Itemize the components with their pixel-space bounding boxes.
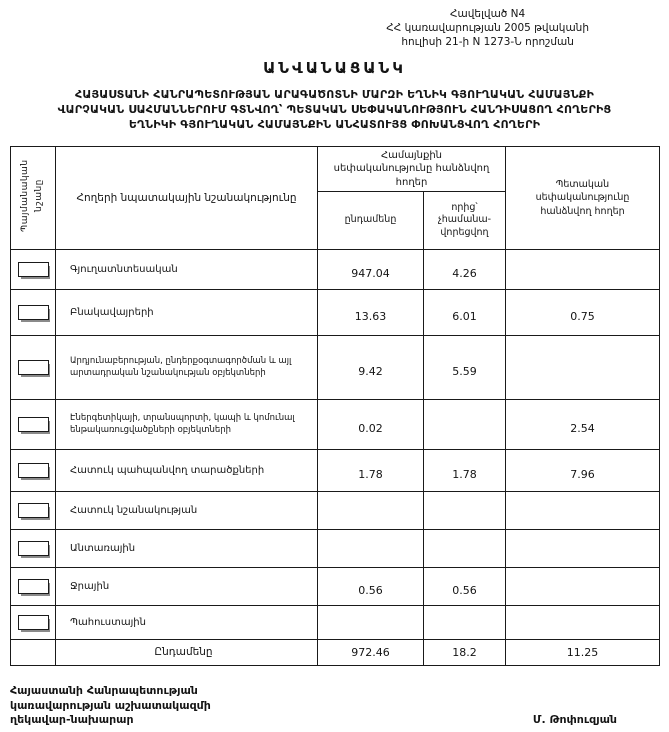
cell-of-which [424, 492, 506, 530]
legend-box [18, 541, 49, 556]
symbol-cell [11, 530, 56, 568]
cell-of-which [424, 606, 506, 640]
cell-state: 7.96 [506, 450, 660, 492]
legend-box [18, 305, 49, 320]
row-label: Բնակավայրերի [56, 290, 318, 336]
signatory-title-line-2: կառավարության աշխատակազմի [10, 698, 211, 712]
cell-total: 0.56 [318, 568, 424, 606]
cell-of-which: 0.56 [424, 568, 506, 606]
signatory-name: Մ. Թոփուզյան [532, 713, 617, 727]
legend-box [18, 503, 49, 518]
legend-box [18, 579, 49, 594]
table-header-row-1 [11, 146, 660, 192]
row-label: Պահուստային [56, 606, 318, 640]
symbol-cell [11, 606, 56, 640]
table-row-reserve [11, 606, 660, 640]
signatory-title [10, 684, 211, 727]
legend-box [18, 262, 49, 277]
symbol-cell [11, 492, 56, 530]
cell-state: 11.25 [506, 640, 660, 666]
cell-total [318, 492, 424, 530]
symbol-cell [11, 400, 56, 450]
document-subtitle [10, 87, 659, 133]
cell-of-which: 18.2 [424, 640, 506, 666]
cell-of-which: 6.01 [424, 290, 506, 336]
table-row-energy-transport [11, 400, 660, 450]
cell-state [506, 492, 660, 530]
symbol-cell-empty [11, 640, 56, 666]
column-header-state: Պետական սեփականությունը հանձնվող հողեր [506, 146, 660, 250]
table-row-agricultural [11, 250, 660, 290]
cell-state [506, 568, 660, 606]
row-label: Ջրային [56, 568, 318, 606]
cell-total [318, 606, 424, 640]
row-label: Անտառային [56, 530, 318, 568]
cell-state [506, 530, 660, 568]
column-header-symbol: Պայմանական նշանը [20, 159, 44, 233]
appendix-block [386, 8, 589, 50]
column-header-symbol-cell [11, 146, 56, 250]
row-label: Արդյունաբերության, ընդերքօգտագործման և այլ արտադրական նշանակության օբյեկտների [56, 336, 318, 400]
signatory-title-line-1: Հայաստանի Հանրապետության [10, 684, 198, 698]
legend-box [18, 615, 49, 630]
symbol-cell [11, 568, 56, 606]
cell-of-which [424, 400, 506, 450]
legend-box [18, 463, 49, 478]
land-transfer-table [10, 146, 660, 667]
cell-state: 2.54 [506, 400, 660, 450]
signature-block [10, 684, 659, 727]
table-row-special-purpose [11, 492, 660, 530]
cell-of-which: 4.26 [424, 250, 506, 290]
column-header-of-which: որից՝ չհամանա-վորեցվող [424, 192, 506, 250]
cell-total: 9.42 [318, 336, 424, 400]
symbol-cell [11, 450, 56, 492]
cell-total: 13.63 [318, 290, 424, 336]
appendix-line-3: հուլիսի 21-ի N 1273-Ն որոշման [401, 35, 574, 48]
appendix-line-2: ՀՀ կառավարության 2005 թվականի [386, 21, 589, 34]
cell-state [506, 336, 660, 400]
symbol-cell [11, 290, 56, 336]
legend-box [18, 360, 49, 375]
cell-of-which: 5.59 [424, 336, 506, 400]
appendix-line-1: Հավելված N4 [450, 8, 526, 20]
legend-box [18, 417, 49, 432]
symbol-cell [11, 336, 56, 400]
row-label: Հատուկ նշանակության [56, 492, 318, 530]
signatory-title-line-3: ղեկավար-նախարար [10, 712, 134, 726]
cell-total: 1.78 [318, 450, 424, 492]
table-row-forest [11, 530, 660, 568]
subtitle-line-3: ԵՂՆԻԿԻ ԳՅՈՒՂԱԿԱՆ ՀԱՄԱՅՆՔԻՆ ԱՆՀԱՏՈՒՅՑ ՓՈԽԱՆՑՎՈՂ ՀՈՂԵՐԻ [128, 118, 541, 132]
cell-total: 0.02 [318, 400, 424, 450]
subtitle-line-2: ՎԱՐՉԱԿԱՆ ՍԱՀՄԱՆՆԵՐՈՒՄ ԳՏՆՎՈՂ՝ ՊԵՏԱԿԱՆ ՍԵՓԱԿԱՆՈՒԹՅՈՒՆ ՀԱՆԴԻՍԱՑՈՂ ՀՈՂԵՐԻՑ [57, 102, 612, 116]
cell-total: 972.46 [318, 640, 424, 666]
subtitle-line-1: ՀԱՅԱՍՏԱՆԻ ՀԱՆՐԱՊԵՏՈՒԹՅԱՆ ԱՐԱԳԱԾՈՏՆԻ ՄԱՐԶԻ ԵՂՆԻԿ ԳՅՈՒՂԱԿԱՆ ՀԱՄԱՅՆՔԻ [74, 87, 595, 101]
cell-of-which: 1.78 [424, 450, 506, 492]
column-header-purpose: Հողերի նպատակային նշանակությունը [56, 146, 318, 250]
cell-total: 947.04 [318, 250, 424, 290]
row-label: Հատուկ պահպանվող տարածքների [56, 450, 318, 492]
table-row-settlements [11, 290, 660, 336]
table-row-water [11, 568, 660, 606]
total-row-label: Ընդամենը [56, 640, 318, 666]
cell-of-which [424, 530, 506, 568]
cell-state [506, 250, 660, 290]
cell-state: 0.75 [506, 290, 660, 336]
cell-state [506, 606, 660, 640]
symbol-cell [11, 250, 56, 290]
page-title: ԱՆՎԱՆԱՑԱՆԿ [263, 58, 406, 77]
table-row-industrial [11, 336, 660, 400]
row-label: Գյուղատնտեսական [56, 250, 318, 290]
row-label: Էներգետիկայի, տրանսպորտի, կապի և կոմունալ ենթակառուցվածքների օբյեկտների [56, 400, 318, 450]
table-row-protected-areas [11, 450, 660, 492]
column-header-community-group: Համայնքին սեփականությունը հանձնվող հողեր [318, 146, 506, 192]
column-header-total: ընդամենը [318, 192, 424, 250]
table-row-grand-total [11, 640, 660, 666]
cell-total [318, 530, 424, 568]
